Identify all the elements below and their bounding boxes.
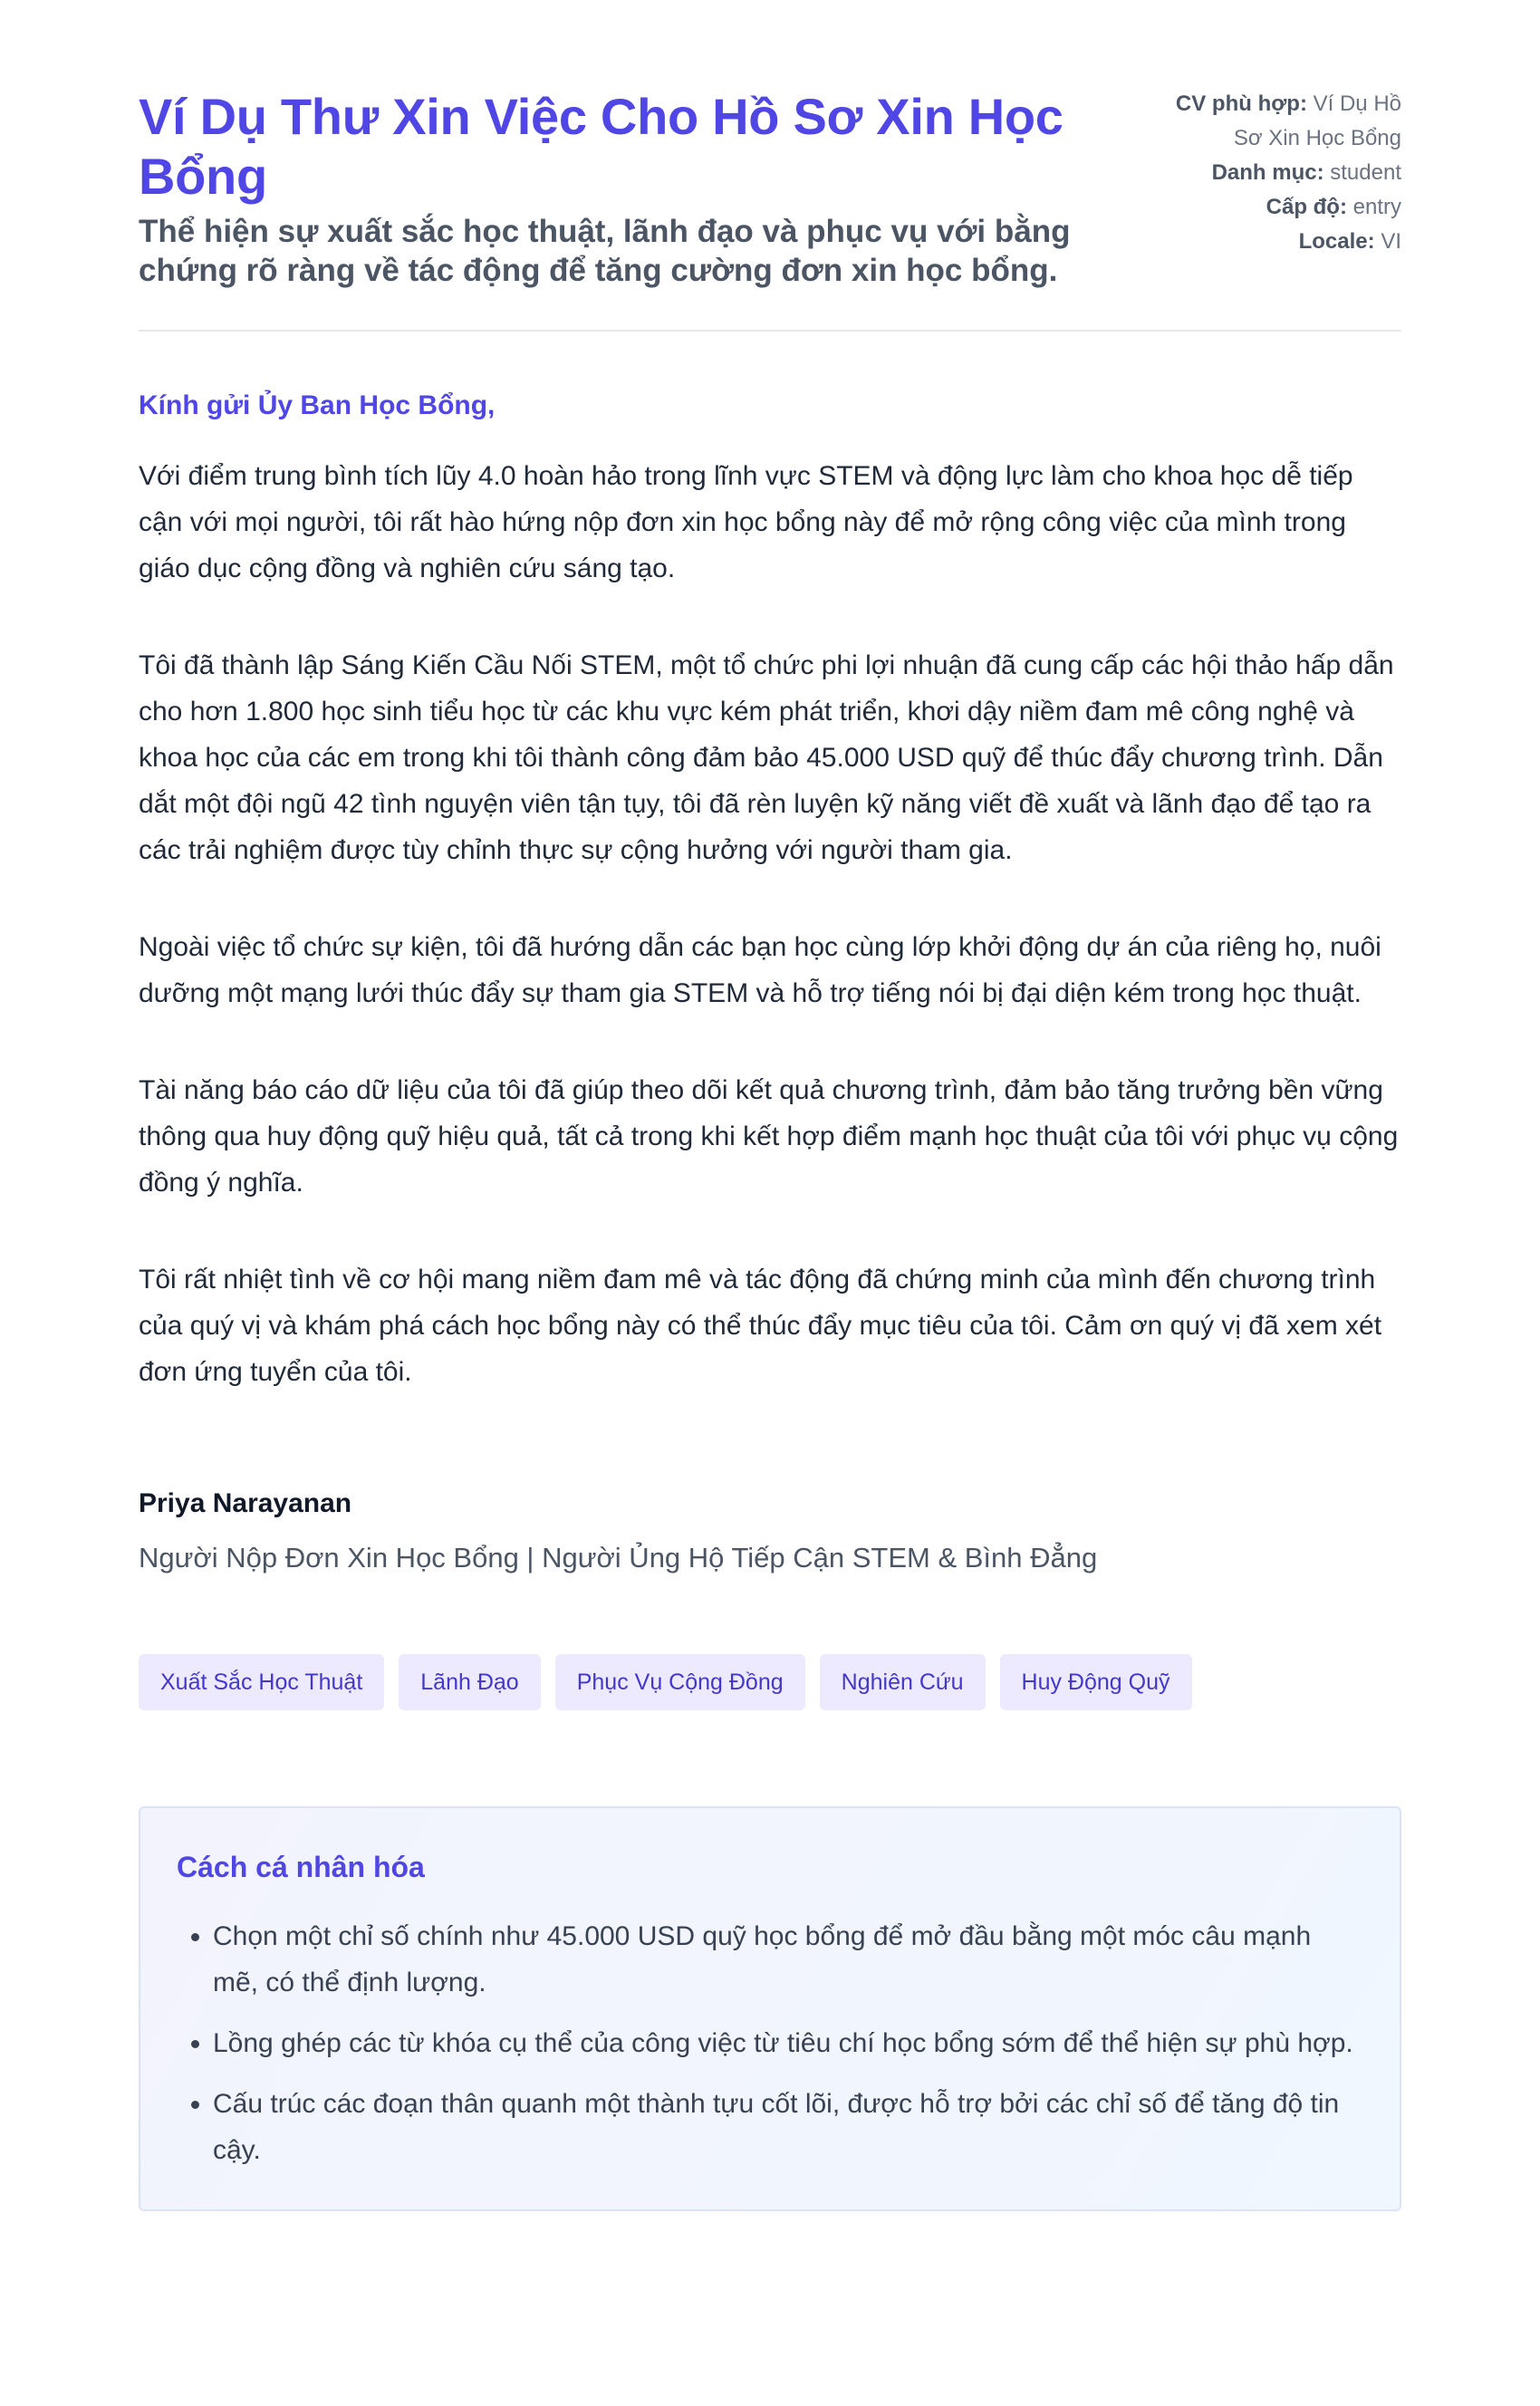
tip-item: • Chọn một chỉ số chính như 45.000 USD quỹ học bổng để mở đầu bằng một móc câu mạnh mẽ, có thể định lượng. <box>213 1913 1363 2006</box>
page-title: Ví Dụ Thư Xin Việc Cho Hồ Sơ Xin Học Bổng <box>139 88 1064 205</box>
meta-category-value: student <box>1330 160 1401 185</box>
page-header <box>139 87 1401 332</box>
meta-level-value: entry <box>1352 195 1401 219</box>
meta-cv-label: CV phù hợp: <box>1175 91 1307 116</box>
meta-level <box>1157 190 1401 225</box>
personalization-tips <box>139 1806 1401 2211</box>
meta-cv <box>1157 87 1401 156</box>
meta-locale <box>1157 225 1401 259</box>
letter-paragraph-2: Tôi đã thành lập Sáng Kiến Cầu Nối STEM, một tổ chức phi lợi nhuận đã cung cấp các hội thảo hấp dẫn cho hơn 1.800 học sinh tiểu học từ các khu vực kém phát triển, khơi dậy niềm đam mê công nghệ và khoa học của các em trong khi tôi thành công đảm bảo 45.000 USD quỹ để thúc đẩy chương trình. Dẫn dắt một đội ngũ 42 tình nguyện viên tận tụy, tôi đã rèn luyện kỹ năng viết đề xuất và lãnh đạo để tạo ra các trải nghiệm được tùy chỉnh thực sự cộng hưởng với người tham gia. <box>139 650 1394 865</box>
letter-paragraph-5: Tôi rất nhiệt tình về cơ hội mang niềm đam mê và tác động đã chứng minh của mình đến chương trình của quý vị và khám phá cách học bổng này có thể thúc đẩy mục tiêu của tôi. Cảm ơn quý vị đã xem xét đơn ứng tuyển của tôi. <box>139 1265 1382 1387</box>
tag-leadership: Lãnh Đạo <box>399 1654 540 1710</box>
salutation: Kính gửi Ủy Ban Học Bổng, <box>139 390 496 420</box>
tips-title: Cách cá nhân hóa <box>177 1851 425 1883</box>
tips-list <box>177 1913 1363 2173</box>
signature-role: Người Nộp Đơn Xin Học Bổng | Người Ủng Hộ Tiếp Cận STEM & Bình Đẳng <box>139 1542 1098 1574</box>
letter-paragraph-3: Ngoài việc tổ chức sự kiện, tôi đã hướng dẫn các bạn học cùng lớp khởi động dự án của riêng họ, nuôi dưỡng một mạng lưới thúc đẩy sự tham gia STEM và hỗ trợ tiếng nói bị đại diện kém trong học thuật. <box>139 932 1381 1008</box>
meta-panel <box>1157 87 1401 259</box>
signature-name: Priya Narayanan <box>139 1488 352 1518</box>
tip-item: • Lồng ghép các từ khóa cụ thể của công việc từ tiêu chí học bổng sớm để thể hiện sự phù hợp. <box>213 2020 1363 2066</box>
meta-category-label: Danh mục: <box>1211 160 1324 185</box>
tag-academic-excellence: Xuất Sắc Học Thuật <box>139 1654 384 1710</box>
header-titles <box>139 87 1135 290</box>
letter-paragraph-4: Tài năng báo cáo dữ liệu của tôi đã giúp theo dõi kết quả chương trình, đảm bảo tăng trưởng bền vững thông qua huy động quỹ hiệu quả, tất cả trong khi kết hợp điểm mạnh học thuật của tôi với phục vụ cộng đồng ý nghĩa. <box>139 1075 1399 1198</box>
tag-fundraising: Huy Động Quỹ <box>1000 1654 1192 1710</box>
meta-category <box>1157 156 1401 190</box>
meta-locale-value: VI <box>1381 229 1401 254</box>
letter-body <box>139 332 1401 1576</box>
meta-locale-label: Locale: <box>1298 229 1375 254</box>
tag-research: Nghiên Cứu <box>820 1654 986 1710</box>
page-subtitle: Thể hiện sự xuất sắc học thuật, lãnh đạo và phục vụ với bằng chứng rõ ràng về tác động để tăng cường đơn xin học bổng. <box>139 214 1071 288</box>
letter-paragraph-1: Với điểm trung bình tích lũy 4.0 hoàn hảo trong lĩnh vực STEM và động lực làm cho khoa học dễ tiếp cận với mọi người, tôi rất hào hứng nộp đơn xin học bổng này để mở rộng công việc của mình trong giáo dục cộng đồng và nghiên cứu sáng tạo. <box>139 461 1353 583</box>
tag-list <box>139 1654 1401 1710</box>
tip-item: • Cấu trúc các đoạn thân quanh một thành tựu cốt lõi, được hỗ trợ bởi các chỉ số để tăng độ tin cậy. <box>213 2081 1363 2173</box>
signature-block <box>139 1486 1401 1576</box>
meta-cv-value: Ví Dụ Hồ Sơ Xin Học Bổng <box>1233 91 1401 150</box>
tag-community-service: Phục Vụ Cộng Đồng <box>555 1654 805 1710</box>
meta-level-label: Cấp độ: <box>1266 195 1347 219</box>
